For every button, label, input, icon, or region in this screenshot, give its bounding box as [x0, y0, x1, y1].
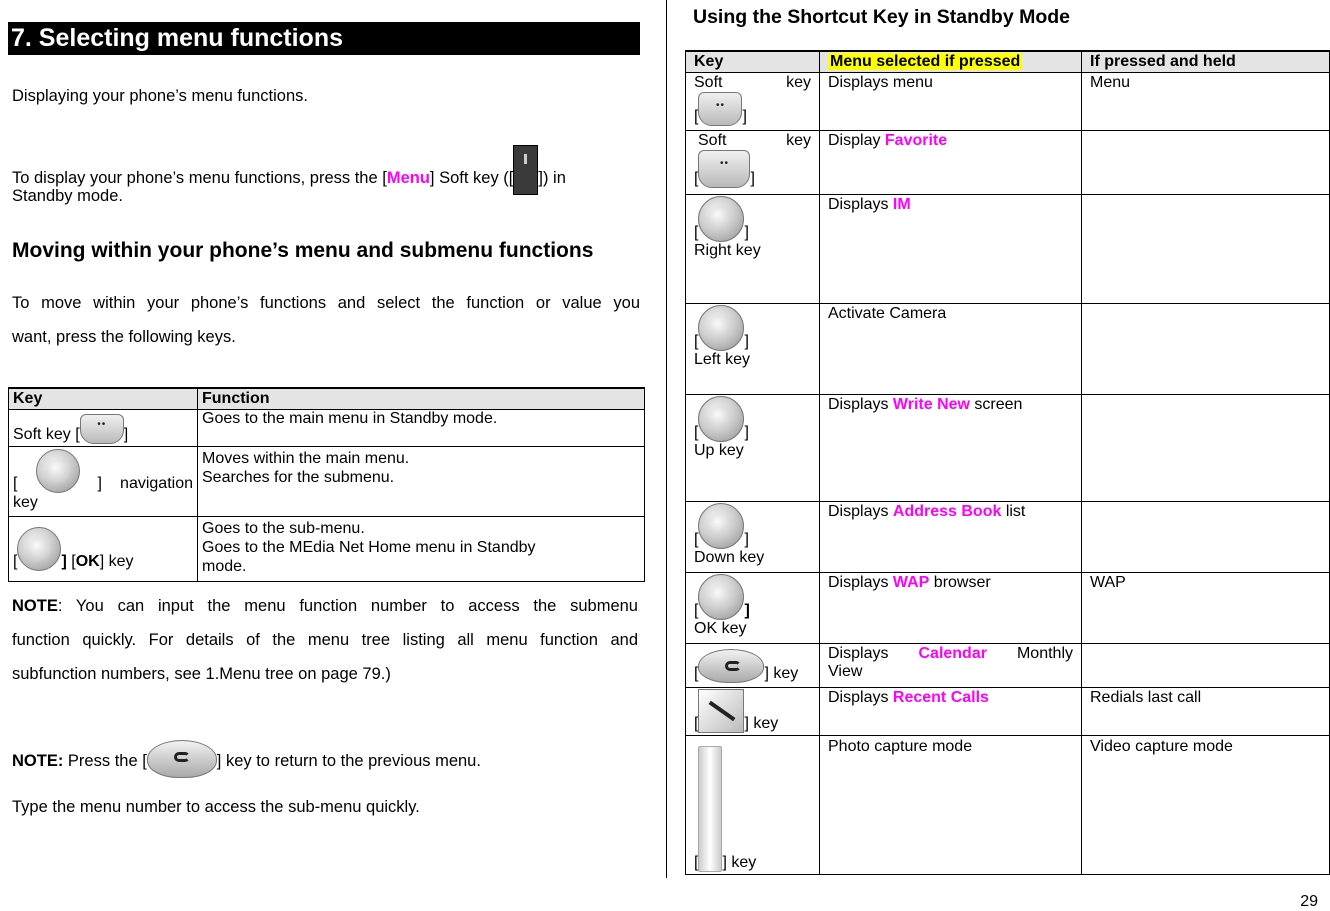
key-text: key [786, 132, 811, 149]
key-text: ] [744, 424, 749, 441]
key-cell [9, 410, 198, 447]
soft-key-right-icon [698, 150, 750, 188]
key-cell [9, 447, 198, 517]
held-cell [1082, 502, 1330, 573]
function-cell: Goes to the main menu in Standby mode. [198, 410, 645, 447]
table-row [686, 304, 1330, 395]
function-line: Moves within the main menu. [202, 450, 410, 467]
key-text: ] key [764, 665, 799, 682]
pressed-cell [820, 395, 1082, 502]
navigation-key-icon [36, 449, 80, 493]
function-cell [198, 517, 645, 582]
pressed-text: Displays [828, 396, 893, 413]
camera-key-icon [698, 746, 722, 872]
down-key-icon [698, 503, 744, 549]
key-text: ] [742, 108, 747, 125]
pressed-cell [820, 502, 1082, 573]
held-cell: Video capture mode [1082, 736, 1330, 875]
key-label: Up key [694, 442, 744, 459]
pressed-cell: Photo capture mode [820, 736, 1082, 875]
key-cell [686, 195, 820, 304]
key-text: ] [750, 170, 755, 187]
header-function: Function [198, 388, 645, 410]
function-line: Searches for the submenu. [202, 469, 395, 486]
key-text: ] [744, 224, 749, 241]
note2-text: ] key to return to the previous menu. [216, 752, 481, 770]
held-cell [1082, 131, 1330, 195]
key-cell [686, 304, 820, 395]
menu-para-line2: Standby mode. [12, 187, 123, 205]
pressed-text: Display [828, 132, 885, 149]
function-line: Goes to the sub-menu. [202, 520, 365, 537]
header-pressed [820, 51, 1082, 73]
header-key: Key [686, 51, 820, 73]
key-label: Left key [694, 351, 751, 368]
key-text: ] key [722, 854, 757, 871]
pressed-highlight: Address Book [892, 503, 1002, 520]
pressed-highlight: Calendar [918, 645, 987, 662]
pressed-cell [820, 195, 1082, 304]
section-title: 7. Selecting menu functions [8, 22, 640, 55]
soft-key-icon [80, 414, 124, 444]
table-row [686, 502, 1330, 573]
pressed-text: Displays [828, 503, 893, 520]
key-label: Down key [694, 549, 765, 566]
key-text: ] [744, 531, 749, 548]
note-paragraph [12, 589, 638, 691]
note-text: function quickly. For details of the menu tree listing all menu function and [12, 631, 638, 649]
key-cell [686, 131, 820, 195]
key-text: [ [694, 170, 699, 187]
held-cell: WAP [1082, 573, 1330, 644]
held-cell [1082, 395, 1330, 502]
function-line: Goes to the MEdia Net Home menu in Standby [202, 539, 536, 556]
pressed-cell: Activate Camera [820, 304, 1082, 395]
submenu-heading: Moving within your phone’s menu and submenu functions [12, 239, 594, 262]
note-text: : You can input the menu function number to access the submenu [57, 597, 638, 615]
pressed-text: screen [969, 396, 1023, 413]
menu-para-after: ]) in [538, 169, 566, 187]
table-row [686, 573, 1330, 644]
table-row [686, 395, 1330, 502]
ok-label: OK [75, 553, 100, 570]
pressed-highlight: WAP [892, 574, 930, 591]
key-text: [ [694, 333, 699, 350]
header-key: Key [9, 388, 198, 410]
pressed-cell [820, 688, 1082, 736]
table-row [9, 410, 645, 447]
shortcut-key-table [685, 50, 1330, 875]
header-pressed-label: Menu selected if pressed [830, 53, 1021, 70]
note-label: NOTE [12, 597, 58, 615]
key-cell [686, 644, 820, 688]
key-text: navigation [120, 475, 193, 492]
pressed-text: Displays [828, 689, 893, 706]
held-cell: Menu [1082, 73, 1330, 131]
key-cell [9, 517, 198, 582]
pressed-text: Monthly [1016, 645, 1073, 662]
key-text: ] [97, 475, 102, 492]
type-menu-number-text: Type the menu number to access the sub-menu quickly. [12, 798, 420, 816]
pressed-cell: Displays menu [820, 73, 1082, 131]
ok-key-icon [698, 574, 744, 620]
pressed-text: Displays [828, 645, 889, 662]
move-para-line1: To move within your phone’s functions and select the function or value you [12, 294, 640, 312]
key-cell [686, 573, 820, 644]
key-text: [ [71, 553, 76, 570]
key-text: [ [694, 531, 699, 548]
table-row [686, 131, 1330, 195]
held-cell [1082, 195, 1330, 304]
key-text: ] [61, 553, 67, 570]
move-para-line2: want, press the following keys. [12, 328, 236, 346]
note2-label: NOTE: [12, 752, 64, 770]
left-key-icon [698, 305, 744, 351]
key-text: Soft [694, 74, 723, 91]
key-text: [ [694, 424, 699, 441]
key-text: ] [744, 333, 749, 350]
up-key-icon [698, 396, 744, 442]
pressed-text: browser [929, 574, 991, 591]
pressed-highlight: Write New [892, 396, 970, 413]
soft-key-icon [698, 92, 742, 126]
key-text: ] [744, 602, 750, 619]
menu-para-middle: ] Soft key ([ [429, 169, 514, 187]
key-text: key [786, 74, 811, 91]
key-text: ] key [99, 553, 134, 570]
pressed-cell [820, 131, 1082, 195]
table-row [686, 688, 1330, 736]
intro-text: Displaying your phone’s menu functions. [12, 87, 308, 105]
key-text: ] key [744, 715, 779, 732]
column-divider [666, 0, 667, 878]
note2-paragraph [12, 740, 481, 778]
key-text: ] [123, 426, 129, 443]
key-text: [ [694, 108, 699, 125]
held-cell [1082, 304, 1330, 395]
key-cell [686, 73, 820, 131]
pressed-text: View [828, 663, 863, 680]
table-row [686, 195, 1330, 304]
key-text: [ [694, 715, 699, 732]
key-text: [ [13, 553, 18, 570]
menu-para-before: To display your phone’s menu functions, press the [ [12, 169, 387, 187]
key-text: Soft [698, 132, 727, 149]
key-label: OK key [694, 620, 747, 637]
clear-key-icon [698, 649, 764, 683]
clear-key-icon [147, 740, 217, 778]
pressed-text: Displays [828, 574, 893, 591]
key-text: [ [694, 665, 699, 682]
pressed-highlight: Recent Calls [892, 689, 989, 706]
key-label: Right key [694, 242, 761, 259]
right-key-icon [698, 196, 744, 242]
pressed-text: Displays [828, 196, 893, 213]
menu-key-icon [513, 145, 538, 195]
held-cell: Redials last call [1082, 688, 1330, 736]
held-cell [1082, 644, 1330, 688]
key-text: [ [694, 224, 699, 241]
pressed-cell [820, 644, 1082, 688]
key-cell [686, 395, 820, 502]
send-key-icon [698, 689, 744, 733]
table-row [9, 447, 645, 517]
page-number: 29 [1300, 893, 1318, 910]
key-cell [686, 502, 820, 573]
pressed-highlight: Favorite [884, 132, 948, 149]
pressed-highlight: IM [892, 196, 911, 213]
key-text: [ [694, 854, 699, 871]
note2-text: Press the [ [63, 752, 147, 770]
key-text: Soft key [ [13, 426, 80, 443]
table-row [686, 73, 1330, 131]
key-cell [686, 736, 820, 875]
pressed-text: list [1001, 503, 1026, 520]
table-row [686, 736, 1330, 875]
key-text: [ [13, 475, 18, 492]
key-function-table [8, 387, 645, 582]
ok-key-icon [17, 527, 61, 571]
note-text: subfunction numbers, see 1.Menu tree on page 79.) [12, 665, 391, 683]
key-cell [686, 688, 820, 736]
table-row [9, 517, 645, 582]
key-text: key [13, 494, 38, 511]
function-line: mode. [202, 558, 247, 575]
header-held: If pressed and held [1082, 51, 1330, 73]
menu-word: Menu [386, 169, 430, 187]
pressed-cell [820, 573, 1082, 644]
key-text: [ [694, 602, 699, 619]
shortcut-title: Using the Shortcut Key in Standby Mode [693, 6, 1071, 28]
function-cell [198, 447, 645, 517]
table-row [686, 644, 1330, 688]
